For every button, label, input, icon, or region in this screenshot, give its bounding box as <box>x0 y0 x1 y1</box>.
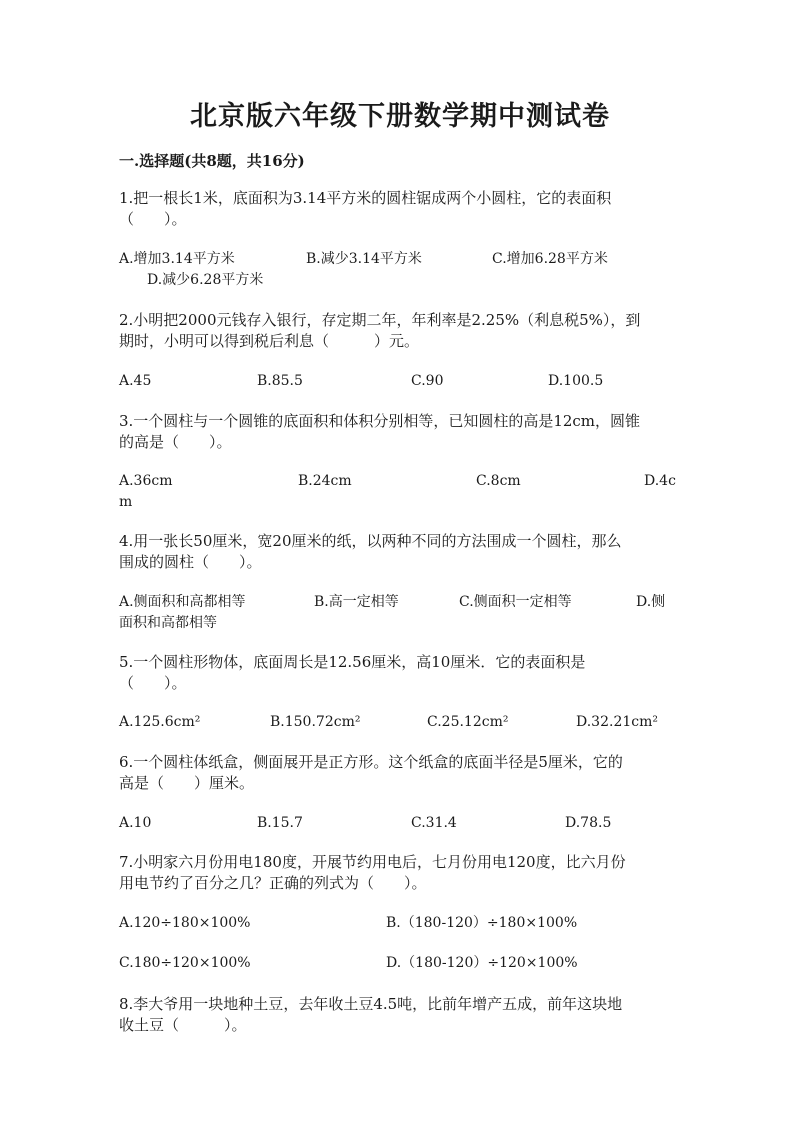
question-2-option-d: D.100.5 <box>548 373 604 389</box>
question-1-line-2: （ ）。 <box>119 210 187 228</box>
question-3-line-1: 3.一个圆柱与一个圆锥的底面积和体积分别相等，已知圆柱的高是12cm，圆锥 <box>119 412 641 430</box>
question-5-option-c: C.25.12cm² <box>427 714 509 730</box>
question-3-line-2: 的高是（ ）。 <box>119 433 232 451</box>
question-6-line-2: 高是（ ）厘米。 <box>119 774 255 792</box>
question-1-line-1: 1.把一根长1米，底面积为3.14平方米的圆柱锯成两个小圆柱，它的表面积 <box>119 189 612 207</box>
question-8-line-1: 8.李大爷用一块地种土豆，去年收土豆4.5吨，比前年增产五成，前年这块地 <box>119 995 623 1013</box>
question-1-option-d: D.减少6.28平方米 <box>147 272 264 288</box>
question-3-option-b: B.24cm <box>298 473 352 489</box>
question-4-line-1: 4.用一张长50厘米，宽20厘米的纸，以两种不同的方法围成一个圆柱，那么 <box>119 532 622 550</box>
question-4-option-a: A.侧面积和高都相等 <box>119 594 246 610</box>
question-7-line-1: 7.小明家六月份用电180度，开展节约用电后，七月份用电120度，比六月份 <box>119 853 626 871</box>
question-2-option-b: B.85.5 <box>257 373 303 389</box>
question-6-option-a: A.10 <box>119 815 152 831</box>
question-5-option-b: B.150.72cm² <box>270 714 361 730</box>
question-6-line-1: 6.一个圆柱体纸盒，侧面展开是正方形。这个纸盒的底面半径是5厘米，它的 <box>119 753 623 771</box>
question-2-option-a: A.45 <box>119 373 152 389</box>
question-5-option-a: A.125.6cm² <box>119 714 201 730</box>
question-3-option-a: A.36cm <box>119 473 173 489</box>
question-7-option-b: B.（180-120）÷180×100% <box>386 915 578 931</box>
question-4-option-d: D.侧 <box>636 594 666 610</box>
question-2-line-1: 2.小明把2000元钱存入银行，存定期二年，年利率是2.25%（利息税5%），到 <box>119 311 641 329</box>
question-1-option-b: B.减少3.14平方米 <box>306 251 422 267</box>
question-4-line-2: 围成的圆柱（ ）。 <box>119 553 262 571</box>
question-4-option-d-wrap: 面积和高都相等 <box>119 615 217 631</box>
question-4-option-c: C.侧面积一定相等 <box>459 594 572 610</box>
question-7-option-a: A.120÷180×100% <box>119 915 251 931</box>
question-3-option-c: C.8cm <box>476 473 521 489</box>
question-1-option-a: A.增加3.14平方米 <box>119 251 235 267</box>
question-6-option-c: C.31.4 <box>411 815 457 831</box>
question-3-option-d: D.4c <box>644 473 676 489</box>
question-5-line-2: （ ）。 <box>119 674 187 692</box>
question-6-option-b: B.15.7 <box>257 815 303 831</box>
question-8-line-2: 收土豆（ ）。 <box>119 1016 247 1034</box>
question-7-option-c: C.180÷120×100% <box>119 955 251 971</box>
question-3-option-d-wrap: m <box>119 494 133 510</box>
section-heading: 一.选择题(共8题，共16分) <box>119 152 305 170</box>
question-2-option-c: C.90 <box>411 373 444 389</box>
question-7-line-2: 用电节约了百分之几？正确的列式为（ ）。 <box>119 874 427 892</box>
question-2-line-2: 期时，小明可以得到税后利息（ ）元。 <box>119 332 420 350</box>
question-4-option-b: B.高一定相等 <box>314 594 399 610</box>
question-5-option-d: D.32.21cm² <box>576 714 658 730</box>
question-1-option-c: C.增加6.28平方米 <box>492 251 608 267</box>
question-7-option-d: D.（180-120）÷120×100% <box>386 955 578 971</box>
page-title: 北京版六年级下册数学期中测试卷 <box>190 101 610 132</box>
question-5-line-1: 5.一个圆柱形物体，底面周长是12.56厘米，高10厘米．它的表面积是 <box>119 653 586 671</box>
question-6-option-d: D.78.5 <box>565 815 612 831</box>
